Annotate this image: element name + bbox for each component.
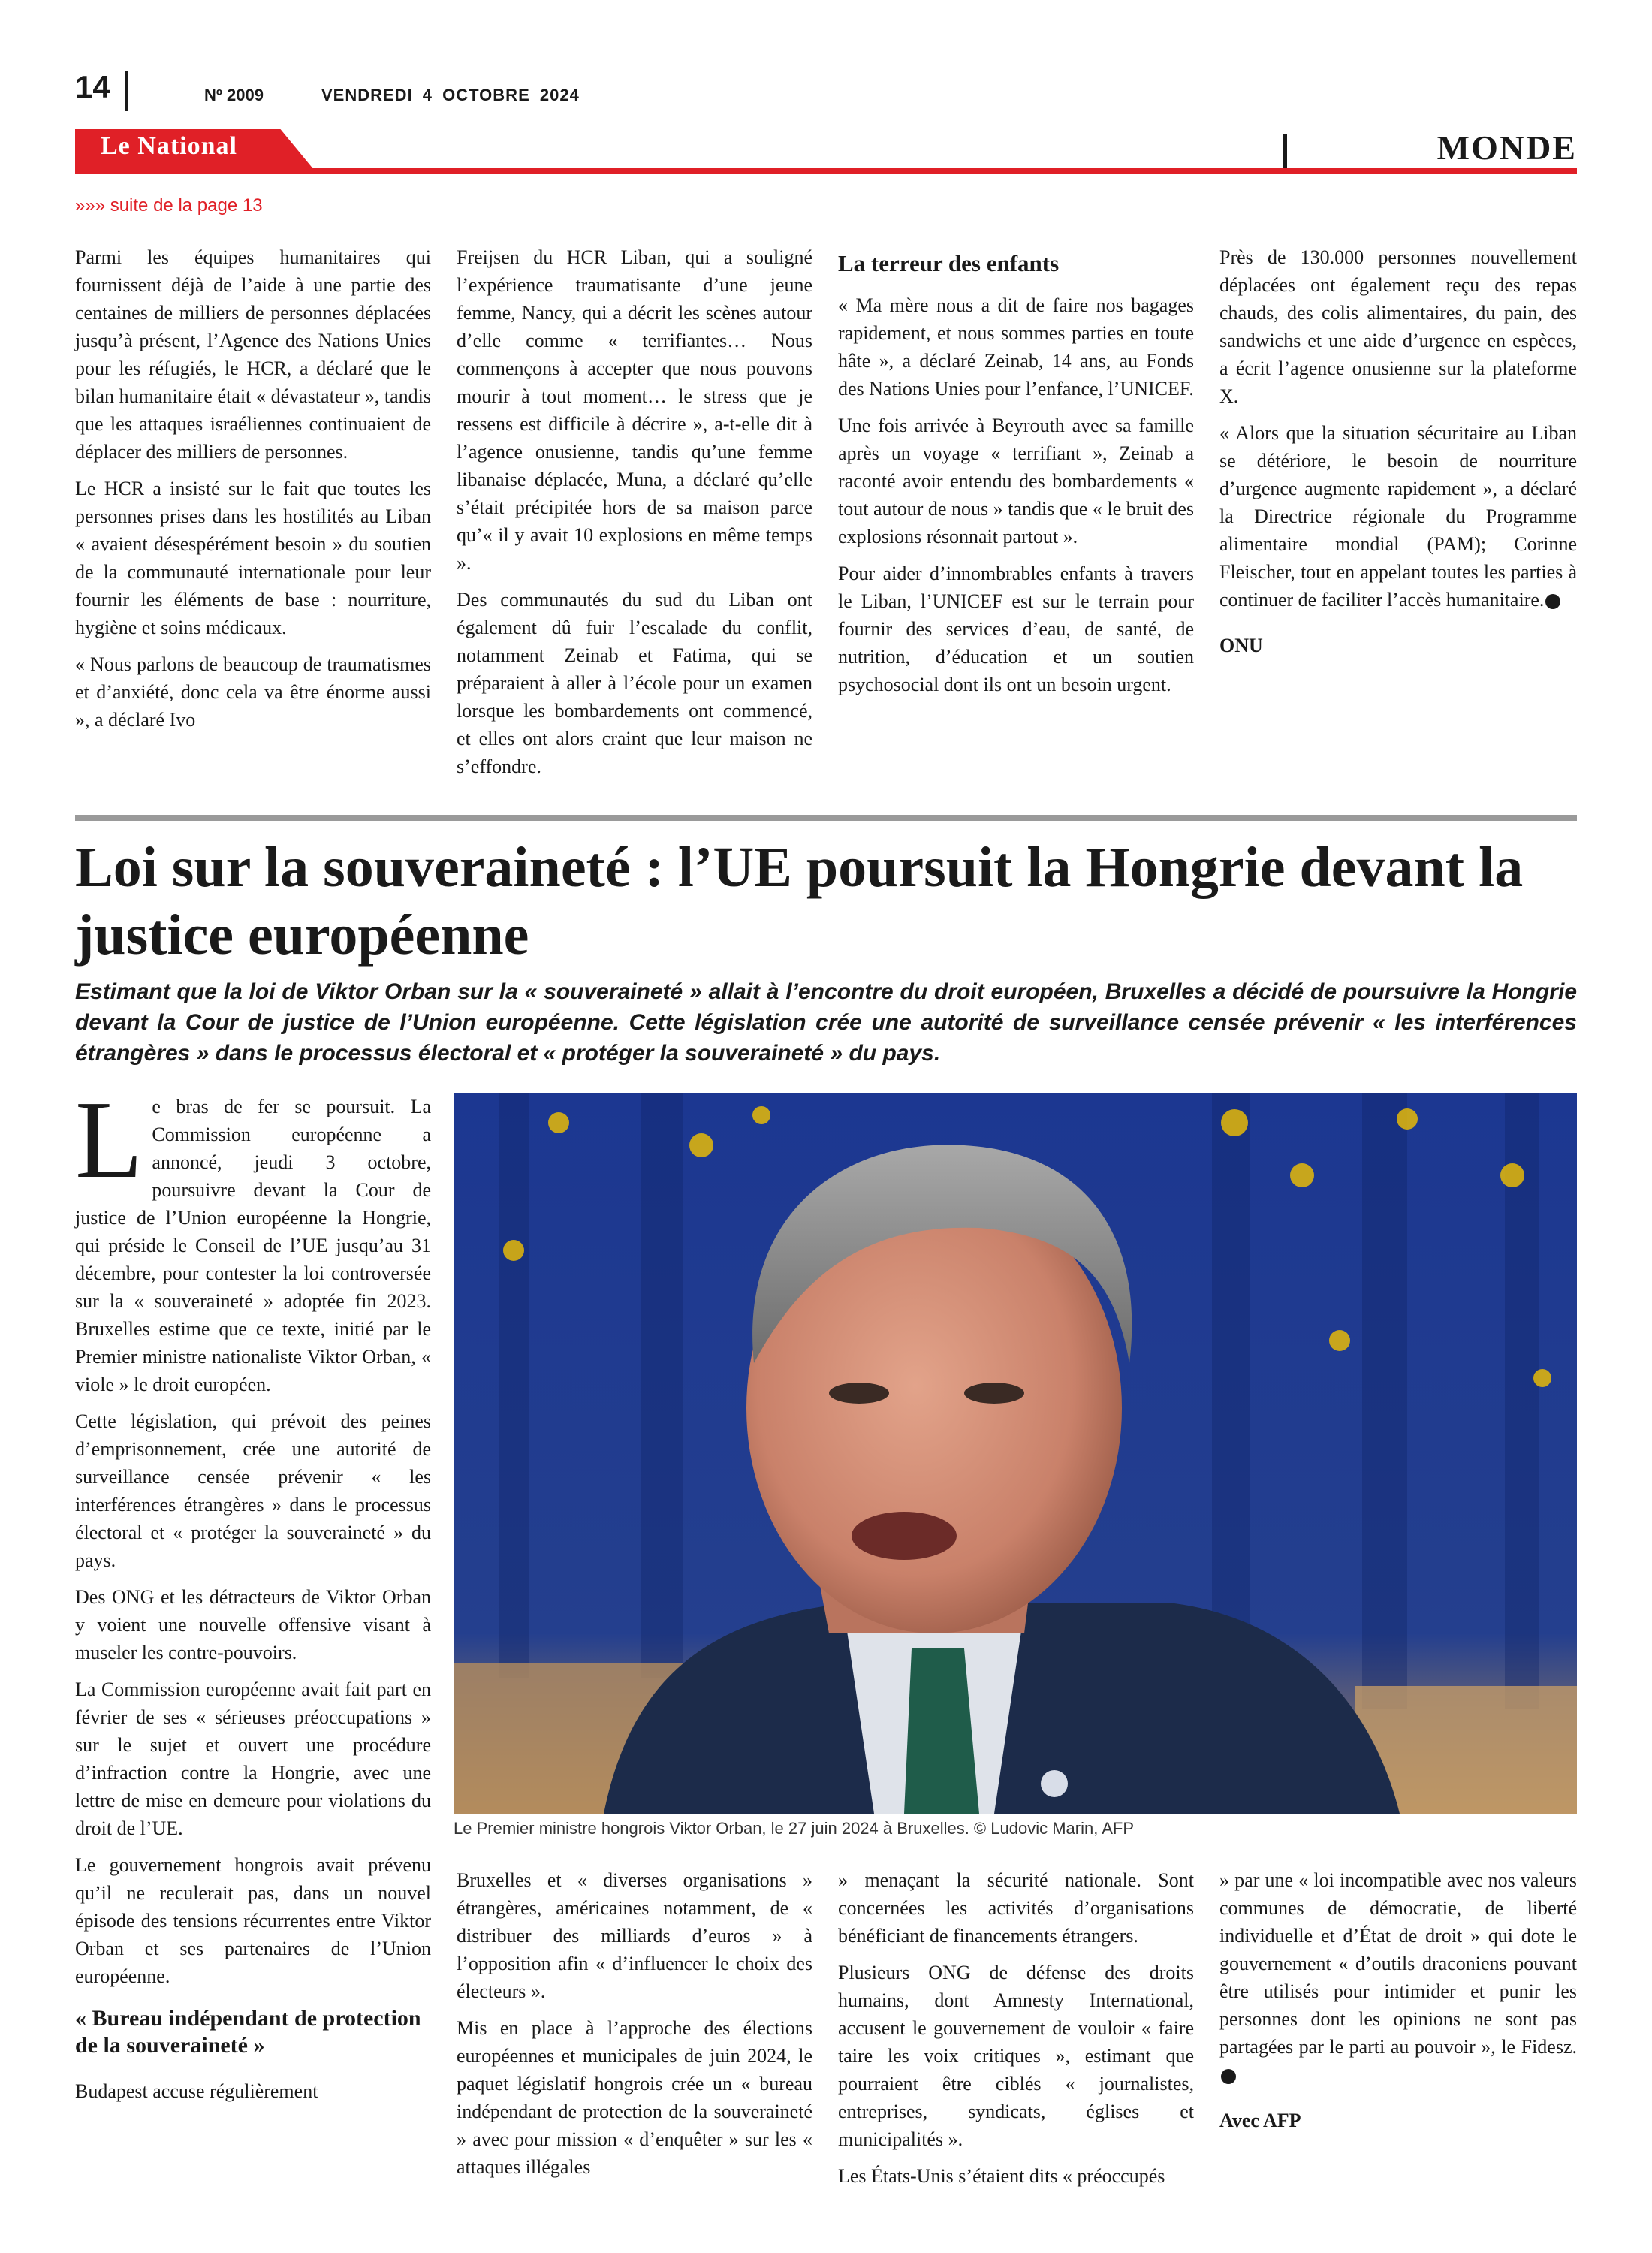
article-photo — [454, 1093, 1577, 1814]
paragraph: La Commission européenne avait fait part en février de ses « sérieuses préoccupations » sur le sujet et ouvert une procédure d’infraction contre la Hongrie, avec une lettre de mise en demeure pour violations du droit de l’UE. — [75, 1678, 431, 1839]
paragraph: « Ma mère nous a dit de faire nos bagages rapidement, et nous sommes parties en toute hâte », a déclaré Zeinab, 14 ans, au Fonds des Nations Unies pour l’enfance, l’UNICEF. — [838, 294, 1194, 400]
article-lede: Estimant que la loi de Viktor Orban sur la « souveraineté » allait à l’encontre du droit européen, Bruxelles a décidé de poursuivre la Hongrie devant la Cour de justice de l’Union européenne. Cette législation crée une autorité de surveillance censée prévenir « les interférences étrangères » dans le processus électoral et « protéger la souveraineté » du pays. — [75, 979, 1577, 1066]
paragraph: Mis en place à l’approche des élections européennes et municipales de juin 2024, le paquet législatif hongrois crée un « bureau indépendant de protection de la souveraineté » avec pour mission « d’enquêter » sur les « attaques illégales — [457, 2017, 812, 2178]
drop-cap: L — [75, 1078, 143, 1202]
paragraph — [1219, 1866, 1577, 2089]
paragraph: Le gouvernement hongrois avait prévenu qu’il ne reculerait pas, dans un nouvel épisode des tensions récurrentes entre Viktor Orban et ses partenaires de l’Union européenne. — [75, 1854, 431, 1987]
issue-date: VENDREDI 4 OCTOBRE 2024 — [321, 86, 580, 104]
photo-caption: Le Premier ministre hongrois Viktor Orban, le 27 juin 2024 à Bruxelles. © Ludovic Marin, AFP — [454, 1819, 1135, 1838]
paragraph: Des communautés du sud du Liban ont également dû fuir l’escalade du conflit, notamment Zeinab et Fatima, qui se préparaient à aller à l’école pour un examen lorsque les bombardements ont commencé, et elles ont alors craint que leur maison ne s’effondre. — [457, 589, 812, 777]
paragraph: Parmi les équipes humanitaires qui fournissent déjà de l’aide à une partie des centaines de milliers de personnes déplacées jusqu’à présent, l’Agence des Nations Unies pour les réfugiés, le HCR, a déclaré que le bilan humanitaire était « dévastateur », tandis que les attaques israéliennes continuaient de déplacer des milliers de personnes. — [75, 246, 431, 463]
paragraph: » menaçant la sécurité nationale. Sont concernées les activités d’organisations bénéficiant de financements étrangers. — [838, 1869, 1194, 1947]
paragraph — [75, 1078, 431, 1398]
paragraph: Pour aider d’innombrables enfants à travers le Liban, l’UNICEF est sur le terrain pour fournir des services d’eau, de santé, de nutrition, d’éducation et un soutien psychosocial dont ils ont un besoin urgent. — [838, 562, 1194, 695]
subheading: La terreur des enfants — [838, 250, 1060, 276]
paragraph: Freijsen du HCR Liban, qui a souligné l’expérience traumatisante d’une jeune femme, Nancy, qui a décrit les scènes autour d’elle comme « terrifiantes… Nous commençons à accepter que nous pouvons mourir à tout moment… le stress que je ressens est difficile à décrire », a-t-elle dit à l’agence onusienne, tandis qu’une femme libanaise déplacée, Muna, a déclaré qu’elle s’était précipitée hors de sa maison parce qu’« il y avait 10 explosions en même temps ». — [457, 246, 812, 574]
top-article-column-2 — [457, 243, 812, 789]
article-signature: ONU — [1219, 635, 1263, 656]
main-article-column-1 — [75, 1078, 431, 2114]
header-rule — [75, 168, 1577, 174]
section-title: MONDE — [1436, 128, 1577, 167]
paragraph: Bruxelles et « diverses organisations » étrangères, américaines notamment, de « distribuer des milliards d’euros » à l’opposition afin « d’influencer le choix des électeurs ». — [457, 1869, 812, 2002]
paragraph-text: e bras de fer se poursuit. La Commission européenne a annoncé, jeudi 3 octobre, poursuivre devant la Cour de justice de l’Union européenne la Hongrie, qui préside le Conseil de l’UE jusqu’au 31 décembre, pour contester la loi controversée sur la « souveraineté » adoptée fin 2023. Bruxelles estime que ce texte, initié par le Premier ministre nationaliste Viktor Orban, « viole » le droit européen. — [75, 1096, 431, 1395]
header-divider — [125, 71, 128, 111]
publication-name: Le National — [101, 132, 237, 160]
subheading: « Bureau indépendant de protection de la souveraineté » — [75, 2006, 421, 2058]
top-article-column-3 — [838, 249, 1194, 707]
main-article-column-3 — [838, 1866, 1194, 2199]
section-divider — [1283, 134, 1287, 168]
paragraph-text: « Alors que la situation sécuritaire au Liban se détériore, le besoin de nourriture d’urgence augmente rapidement », a déclaré la Directrice régionale du Programme alimentaire mondial (PAM); Corinne Fleischer, tout en appelant toutes les parties à continuer de faciliter l’accès humanitaire. — [1219, 422, 1577, 611]
photo-illustration — [454, 1093, 1577, 1814]
paragraph: Cette législation, qui prévoit des peines d’emprisonnement, crée une autorité de surveillance censée prévenir « les interférences étrangères » dans le processus électoral et « protéger la souveraineté » du pays. — [75, 1410, 431, 1571]
top-article-column-1 — [75, 243, 431, 743]
main-article-column-4 — [1219, 1866, 1577, 2143]
end-of-article-icon — [1221, 2069, 1236, 2084]
issue-number: Nº 2009 — [204, 86, 264, 104]
continued-from-label: »»» suite de la page 13 — [75, 195, 263, 216]
end-of-article-icon — [1545, 594, 1560, 609]
paragraph: Des ONG et les détracteurs de Viktor Orban y voient une nouvelle offensive visant à museler les contre-pouvoirs. — [75, 1586, 431, 1663]
paragraph: Plusieurs ONG de défense des droits humains, dont Amnesty International, accusent le gouvernement de vouloir « faire taire les voix critiques », estimant que pourraient être ciblés « journalistes, entreprises, syndicats, églises et municipalités ». — [838, 1962, 1194, 2150]
paragraph: « Nous parlons de beaucoup de traumatismes et d’anxiété, donc cela va être énorme aussi », a déclaré Ivo — [75, 653, 431, 731]
paragraph: Le HCR a insisté sur le fait que toutes les personnes prises dans les hostilités au Liban « avaient désespérément besoin » du soutien de la communauté internationale pour leur fournir les éléments de base : nourriture, hygiène et soins médicaux. — [75, 478, 431, 638]
paragraph: Les États-Unis s’étaient dits « préoccupés — [838, 2165, 1165, 2187]
paragraph-text: » par une « loi incompatible avec nos valeurs communes de démocratie, de liberté individuelle et d’État de droit » qui dote le gouvernement « d’outils draconiens pouvant être utilisés pour intimider et punir les personnes dont les opinions ne sont pas partagées par le parti au pouvoir », le Fidesz. — [1219, 1869, 1577, 2058]
top-article-column-4 — [1219, 243, 1577, 668]
page-number: 14 — [75, 69, 110, 104]
article-headline: Loi sur la souveraineté : l’UE poursuit la Hongrie devant la justice européenne — [75, 836, 1524, 967]
article-separator — [75, 815, 1577, 821]
article-signature: Avec AFP — [1219, 2110, 1301, 2131]
paragraph — [1219, 419, 1577, 614]
paragraph: Budapest accuse régulièrement — [75, 2080, 318, 2102]
paragraph: Près de 130.000 personnes nouvellement déplacées ont également reçu des repas chauds, des colis alimentaires, du pain, des sandwichs et une aide d’urgence en espèces, a écrit l’agence onusienne sur la plateforme X. — [1219, 246, 1577, 407]
paragraph: Une fois arrivée à Beyrouth avec sa famille après un voyage « terrifiant », Zeinab a raconté avoir entendu des bombardements « tout autour de nous » tandis que « le bruit des explosions résonnait partout ». — [838, 415, 1194, 547]
main-article-column-2 — [457, 1866, 812, 2190]
